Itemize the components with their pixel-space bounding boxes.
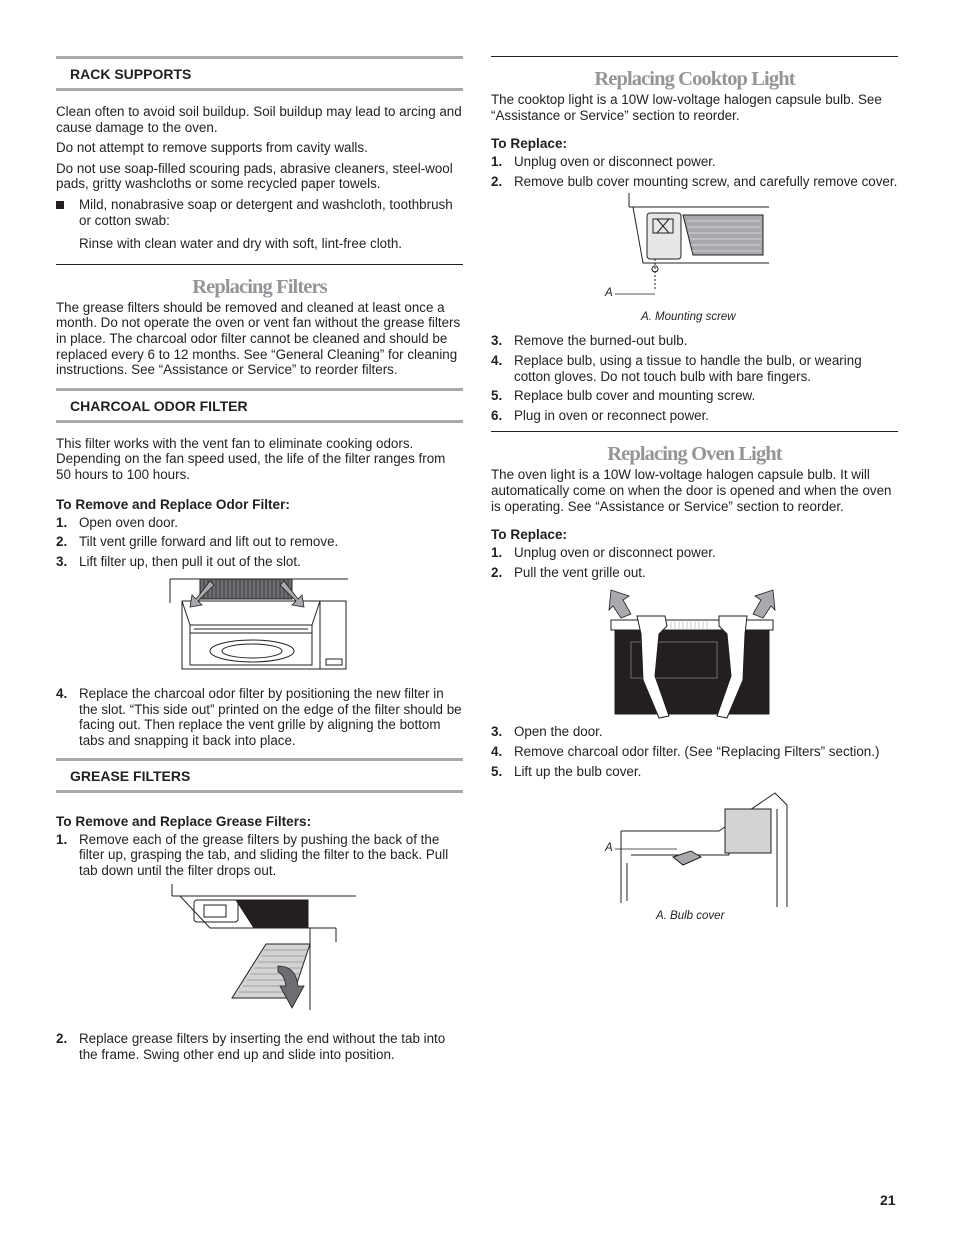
grease-filter-drawing bbox=[170, 882, 358, 1018]
bullet-square-icon bbox=[56, 197, 79, 228]
fig-letter: A bbox=[605, 287, 613, 300]
cooktop-light-drawing bbox=[627, 193, 771, 293]
list-item: 4. Replace bulb, using a tissue to handle the bulb, or wearing cotton gloves. Do not touch bulb with bare fingers. bbox=[491, 352, 862, 384]
oven-to-replace-subheading: To Replace: bbox=[491, 527, 568, 543]
list-item: 2. Pull the vent grille out. bbox=[491, 564, 646, 580]
oven-steps-b bbox=[491, 724, 898, 779]
oven-light-intro: The oven light is a 10W low-voltage halogen capsule bulb. It will automatically come on when the door is opened and when the oven is operating. See “Assistance or Service” section to reorder. bbox=[491, 467, 892, 514]
charcoal-filter-heading: CHARCOAL ODOR FILTER bbox=[56, 388, 463, 423]
rack-paragraph-3: Do not use soap-filled scouring pads, abrasive cleaners, steel-wool pads, gritty washcloths or some recycled paper towels. bbox=[56, 160, 453, 192]
grease-filter-illustration bbox=[56, 882, 463, 1031]
leader-line bbox=[615, 289, 657, 299]
charcoal-filter-illustration bbox=[56, 573, 463, 686]
cooktop-steps-a bbox=[491, 154, 898, 189]
replacing-cooktop-light-heading: Replacing Cooktop Light bbox=[594, 68, 795, 90]
grease-filter-step-1 bbox=[56, 832, 463, 879]
grille-hands-drawing bbox=[607, 586, 781, 720]
fig-letter: A bbox=[605, 842, 613, 855]
cooktop-intro: The cooktop light is a 10W low-voltage halogen capsule bulb. See “Assistance or Service” section to reorder. bbox=[491, 92, 882, 123]
list-item: 1. Open oven door. bbox=[56, 514, 179, 530]
list-item: 2. Tilt vent grille forward and lift out to remove. bbox=[56, 534, 339, 550]
rack-paragraph-1: Clean often to avoid soil buildup. Soil buildup may lead to arcing and cause damage to the oven. bbox=[56, 104, 462, 135]
replacing-oven-light-heading: Replacing Oven Light bbox=[607, 443, 782, 466]
oven-steps-a bbox=[491, 545, 898, 580]
grease-filters-heading: GREASE FILTERS bbox=[56, 758, 463, 793]
right-column bbox=[491, 56, 898, 933]
cooktop-to-replace-subheading: To Replace: bbox=[491, 136, 568, 152]
list-item: 1. Unplug oven or disconnect power. bbox=[491, 154, 716, 170]
list-item: 4. Replace the charcoal odor filter by positioning the new filter in the slot. “This side out” printed on the edge of the filter should be facing out. Then replace the vent grille by aligning the bottom tabs and snapping it back into place. bbox=[56, 686, 462, 749]
list-item: 2. Remove bulb cover mounting screw, and carefully remove cover. bbox=[491, 173, 898, 189]
list-item: 6. Plug in oven or reconnect power. bbox=[491, 407, 710, 423]
grease-filters-subheading: To Remove and Replace Grease Filters: bbox=[56, 813, 312, 829]
bulb-cover-illustration bbox=[491, 783, 898, 933]
replacing-filters-heading: Replacing Filters bbox=[192, 275, 327, 298]
charcoal-intro: This filter works with the vent fan to eliminate cooking odors. Depending on the fan speed used, the life of the filter ranges from 50 hours to 100 hours. bbox=[56, 435, 446, 482]
vent-grille-illustration bbox=[491, 584, 898, 724]
list-item: 4. Remove charcoal odor filter. (See “Replacing Filters” section.) bbox=[491, 743, 880, 759]
microwave-filter-drawing bbox=[168, 573, 350, 681]
odor-filter-steps bbox=[56, 515, 463, 570]
list-item: 3. Open the door. bbox=[491, 724, 603, 740]
mounting-screw-illustration bbox=[491, 193, 898, 333]
page-number: 21 bbox=[880, 1192, 896, 1208]
list-item: 3. Lift filter up, then pull it out of the slot. bbox=[56, 553, 301, 569]
list-item: 3. Remove the burned-out bulb. bbox=[491, 333, 688, 349]
list-item: 5. Lift up the bulb cover. bbox=[491, 763, 642, 779]
rack-bullet-text: Mild, nonabrasive soap or detergent and washcloth, toothbrush or cotton swab: bbox=[79, 196, 453, 228]
rack-rinse-text: Rinse with clean water and dry with soft, lint-free cloth. bbox=[79, 236, 403, 252]
odor-filter-step-4 bbox=[56, 686, 463, 748]
list-item: 5. Replace bulb cover and mounting screw. bbox=[491, 388, 756, 404]
leader-line bbox=[615, 844, 679, 854]
list-item: 1. Unplug oven or disconnect power. bbox=[491, 545, 716, 561]
cooktop-steps-b bbox=[491, 333, 898, 423]
figure-caption: A. Bulb cover bbox=[656, 910, 725, 923]
rack-bullet bbox=[56, 197, 463, 228]
rack-supports-heading: RACK SUPPORTS bbox=[56, 56, 463, 91]
rack-paragraph-2: Do not attempt to remove supports from cavity walls. bbox=[56, 140, 368, 156]
filters-intro: The grease filters should be removed and cleaned at least once a month. Do not operate the oven or vent fan without the grease filters in place. The charcoal odor filter cannot be cleaned and should be replaced every 6 to 12 months. See “General Cleaning” for cleaning instructions. See “Assistance or Service” to reorder filters. bbox=[56, 299, 461, 378]
list-item: 2. Replace grease filters by inserting the end without the tab into the frame. Swing other end up and slide into position. bbox=[56, 1031, 446, 1063]
grease-filter-step-2 bbox=[56, 1031, 463, 1062]
list-item: 1. Remove each of the grease filters by pushing the back of the filter up, grasping the tab, and sliding the filter to the back. Pull tab down until the filter drops out. bbox=[56, 831, 449, 878]
odor-filter-subheading: To Remove and Replace Odor Filter: bbox=[56, 496, 290, 512]
left-column bbox=[56, 56, 463, 1067]
figure-caption: A. Mounting screw bbox=[641, 311, 736, 324]
